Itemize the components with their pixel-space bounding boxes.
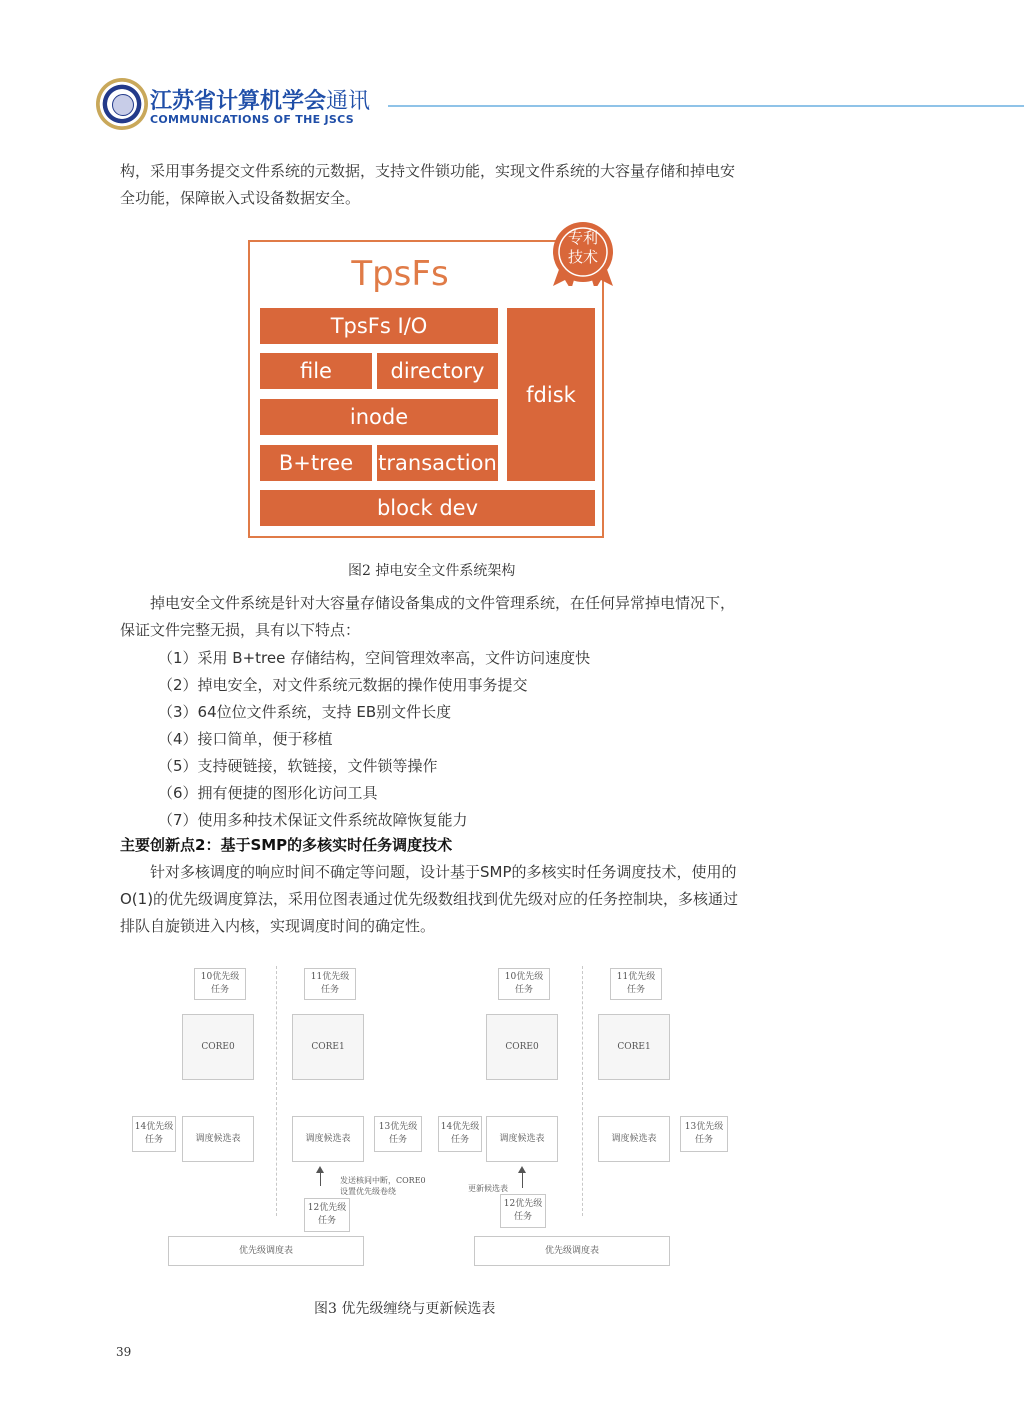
figure-3-caption: 图3 优先级缠绕与更新候选表 [314,1301,496,1317]
list-item: （7）使用多种技术保证文件系统故障恢复能力 [158,811,468,829]
journal-title-main: 江苏省计算机学会 [150,89,327,114]
block-inode: inode [260,399,498,435]
block-directory: directory [377,353,498,389]
list-item: （3）64位位文件系统，支持 EB别文件长度 [158,703,452,721]
left-candidate-core1: 调度候选表 [292,1116,364,1162]
journal-title [150,84,370,115]
left-task13: 13优先级 任务 [374,1116,422,1152]
figure-3 [128,962,738,1280]
feature-list [158,645,590,834]
logo-emblem [112,94,134,116]
left-core0-task: 10优先级 任务 [194,968,246,1000]
block-fdisk: fdisk [507,308,595,481]
right-core1: CORE1 [598,1014,670,1080]
patent-badge-label [551,229,615,267]
paragraph-3: 针对多核调度的响应时间不确定等问题，设计基于SMP的多核实时任务调度技术，使用的O(1)的优先级调度算法，采用位图表通过优先级数组找到优先级对应的任务控制块，多核通过排队自旋锁进入内核，实现调度时间的确定性。 [120,863,739,935]
left-task14: 14优先级 任务 [132,1116,176,1152]
right-note: 更新候选表 [468,1184,508,1193]
left-priority-table: 优先级调度表 [168,1236,364,1266]
left-task12: 12优先级 任务 [304,1198,350,1232]
right-task13: 13优先级 任务 [680,1116,728,1152]
list-item: （4）接口简单，便于移植 [158,730,333,748]
paragraph-2: 掉电安全文件系统是针对大容量存储设备集成的文件管理系统，在任何异常掉电情况下，保证文件完整无损，具有以下特点： [120,594,736,639]
left-separator [276,966,277,1216]
badge-line-1: 专利 [567,229,598,247]
right-candidate-core0: 调度候选表 [486,1116,558,1162]
right-arrow-stem [522,1172,523,1188]
left-core1: CORE1 [292,1014,364,1080]
left-core0: CORE0 [182,1014,254,1080]
block-btree: B+tree [260,445,372,481]
list-item: （1）采用 B+tree 存储结构，空间管理效率高，文件访问速度快 [158,649,591,667]
left-core1-task: 11优先级 任务 [304,968,356,1000]
right-separator [582,966,583,1216]
right-task12: 12优先级 任务 [500,1194,546,1228]
list-item: （2）掉电安全，对文件系统元数据的操作使用事务提交 [158,676,528,694]
right-core0: CORE0 [486,1014,558,1080]
list-item: （6）拥有便捷的图形化访问工具 [158,784,378,802]
block-transaction: transaction [377,445,498,481]
figure-2-title: TpsFs [351,254,449,294]
right-candidate-core1: 调度候选表 [598,1116,670,1162]
right-task14: 14优先级 任务 [438,1116,482,1152]
block-file: file [260,353,372,389]
journal-subtitle: COMMUNICATIONS OF THE JSCS [150,113,354,126]
page-number: 39 [116,1345,132,1359]
right-core0-task: 10优先级 任务 [498,968,550,1000]
left-arrow-stem [320,1172,321,1186]
left-note: 发送核间中断，CORE0 设置优先级卷绕 [340,1176,426,1196]
right-core1-task: 11优先级 任务 [610,968,662,1000]
paragraph-1: 构，采用事务提交文件系统的元数据，支持文件锁功能，实现文件系统的大容量存储和掉电安全功能，保障嵌入式设备数据安全。 [120,162,736,207]
left-candidate-core0: 调度候选表 [182,1116,254,1162]
right-priority-table: 优先级调度表 [474,1236,670,1266]
badge-line-2: 技术 [567,248,598,266]
figure-2-caption: 图2 掉电安全文件系统架构 [348,563,516,579]
section-heading: 主要创新点2：基于SMP的多核实时任务调度技术 [120,836,453,854]
journal-title-suffix: 通讯 [326,89,371,114]
header-rule [388,105,1024,107]
journal-logo [96,78,148,130]
block-block-dev: block dev [260,490,595,526]
block-tpsfs-io: TpsFs I/O [260,308,498,344]
list-item: （5）支持硬链接，软链接，文件锁等操作 [158,757,438,775]
